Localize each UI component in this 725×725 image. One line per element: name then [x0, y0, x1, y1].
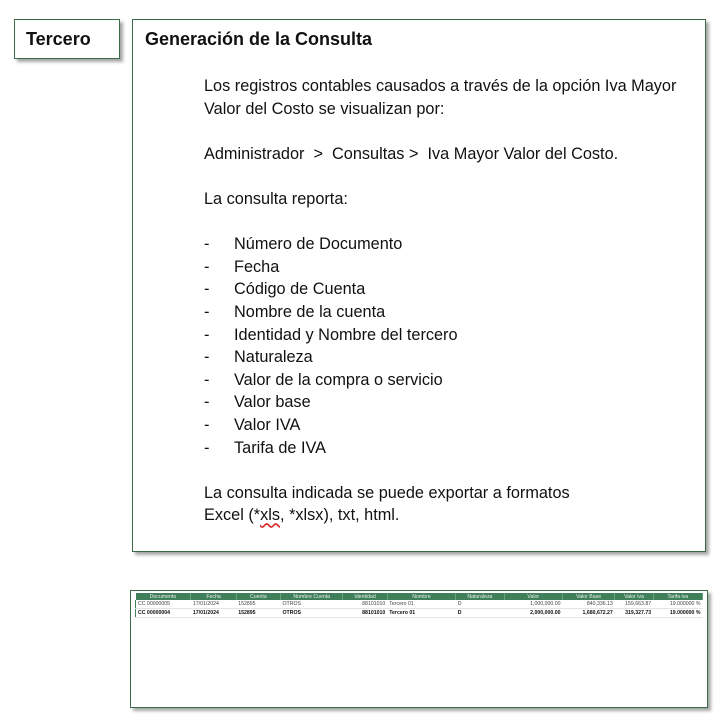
table-cell: 1,680,672.27 [562, 609, 614, 618]
bullet-dash: - [204, 280, 210, 299]
export-suffix: , *xlsx), txt, html. [280, 506, 400, 525]
list-item-label: Nombre de la cuenta [234, 302, 386, 321]
bullet-dash: - [204, 415, 210, 434]
section-title: Generación de la Consulta [145, 29, 373, 49]
list-item-label: Tarifa de IVA [234, 438, 327, 457]
list-item [204, 256, 699, 279]
table-row[interactable] [136, 609, 703, 618]
export-line-1: La consulta indicada se puede exportar a formatos [204, 483, 570, 502]
table-cell: D [456, 609, 504, 618]
table-cell: 19.000000 % [653, 609, 702, 618]
list-item-label: Código de Cuenta [234, 280, 366, 299]
list-item-label: Número de Documento [234, 235, 403, 254]
table-cell: CC 00000004 [136, 609, 191, 618]
report-intro: La consulta reporta: [204, 189, 348, 208]
table-row[interactable] [136, 600, 703, 609]
table-cell: 1,000,000.00 [504, 600, 562, 609]
bullet-dash: - [204, 302, 210, 321]
table-cell: 17/01/2024 [191, 609, 236, 618]
table-cell: 152895 [236, 609, 280, 618]
list-item-label: Valor de la compra o servicio [234, 370, 443, 389]
column-header[interactable]: Tarifa iva [653, 593, 702, 600]
bullet-dash: - [204, 370, 210, 389]
report-screenshot [130, 590, 708, 708]
table-cell: 840,336.13 [562, 600, 614, 609]
bullet-dash: - [204, 348, 210, 367]
report-fields-list [204, 233, 699, 459]
content-panel [132, 19, 706, 552]
column-header[interactable]: Valor Base [562, 593, 614, 600]
table-cell: Tercero 01 [387, 609, 455, 618]
list-item [204, 391, 699, 414]
menu-path: Administrador > Consultas > Iva Mayor Valor del Costo. [204, 144, 619, 163]
column-header[interactable]: Valor iva [615, 593, 653, 600]
report-table [135, 593, 703, 618]
list-item-label: Naturaleza [234, 348, 313, 367]
table-cell: D [456, 600, 504, 609]
list-item [204, 278, 699, 301]
list-item [204, 301, 699, 324]
list-item [204, 324, 699, 347]
bullet-dash: - [204, 235, 210, 254]
table-cell: 88101010 [343, 600, 387, 609]
table-header-row [136, 593, 703, 600]
export-prefix: Excel (* [204, 506, 261, 525]
list-item-label: Fecha [234, 257, 280, 276]
column-header[interactable]: Fecha [191, 593, 236, 600]
list-item [204, 346, 699, 369]
table-cell: 319,327.73 [615, 609, 653, 618]
list-item [204, 414, 699, 437]
list-item [204, 437, 699, 460]
column-header[interactable]: Identidad [343, 593, 387, 600]
table-cell: 17/01/2024 [191, 600, 236, 609]
section-tag [14, 19, 120, 59]
table-cell: 152895 [236, 600, 280, 609]
bullet-dash: - [204, 325, 210, 344]
list-item-label: Identidad y Nombre del tercero [234, 325, 458, 344]
table-cell: OTROS [281, 609, 343, 618]
column-header[interactable]: Naturaleza [456, 593, 504, 600]
intro-paragraph: Los registros contables causados a través de la opción Iva Mayor Valor del Costo se visualizan por: [204, 77, 677, 118]
column-header[interactable]: Nombre [387, 593, 455, 600]
column-header[interactable]: Documento [136, 593, 191, 600]
list-item-label: Valor IVA [234, 415, 301, 434]
bullet-dash: - [204, 393, 210, 412]
bullet-dash: - [204, 257, 210, 276]
list-item [204, 369, 699, 392]
table-cell: 19.000000 % [653, 600, 702, 609]
export-xls-word: xls [260, 506, 281, 525]
table-cell: Tercero 01 [387, 600, 455, 609]
column-header[interactable]: Valor [504, 593, 562, 600]
table-cell: 159,663.87 [615, 600, 653, 609]
table-cell: 88101010 [343, 609, 387, 618]
section-body [204, 75, 699, 527]
column-header[interactable]: Nombre Cuenta [281, 593, 343, 600]
list-item [204, 233, 699, 256]
table-cell: CC 00000005 [136, 600, 191, 609]
bullet-dash: - [204, 438, 210, 457]
export-line-2 [204, 504, 699, 527]
column-header[interactable]: Cuenta [236, 593, 280, 600]
table-cell: OTROS [281, 600, 343, 609]
section-tag-label: Tercero [26, 28, 91, 49]
table-cell: 2,000,000.00 [504, 609, 562, 618]
list-item-label: Valor base [234, 393, 311, 412]
